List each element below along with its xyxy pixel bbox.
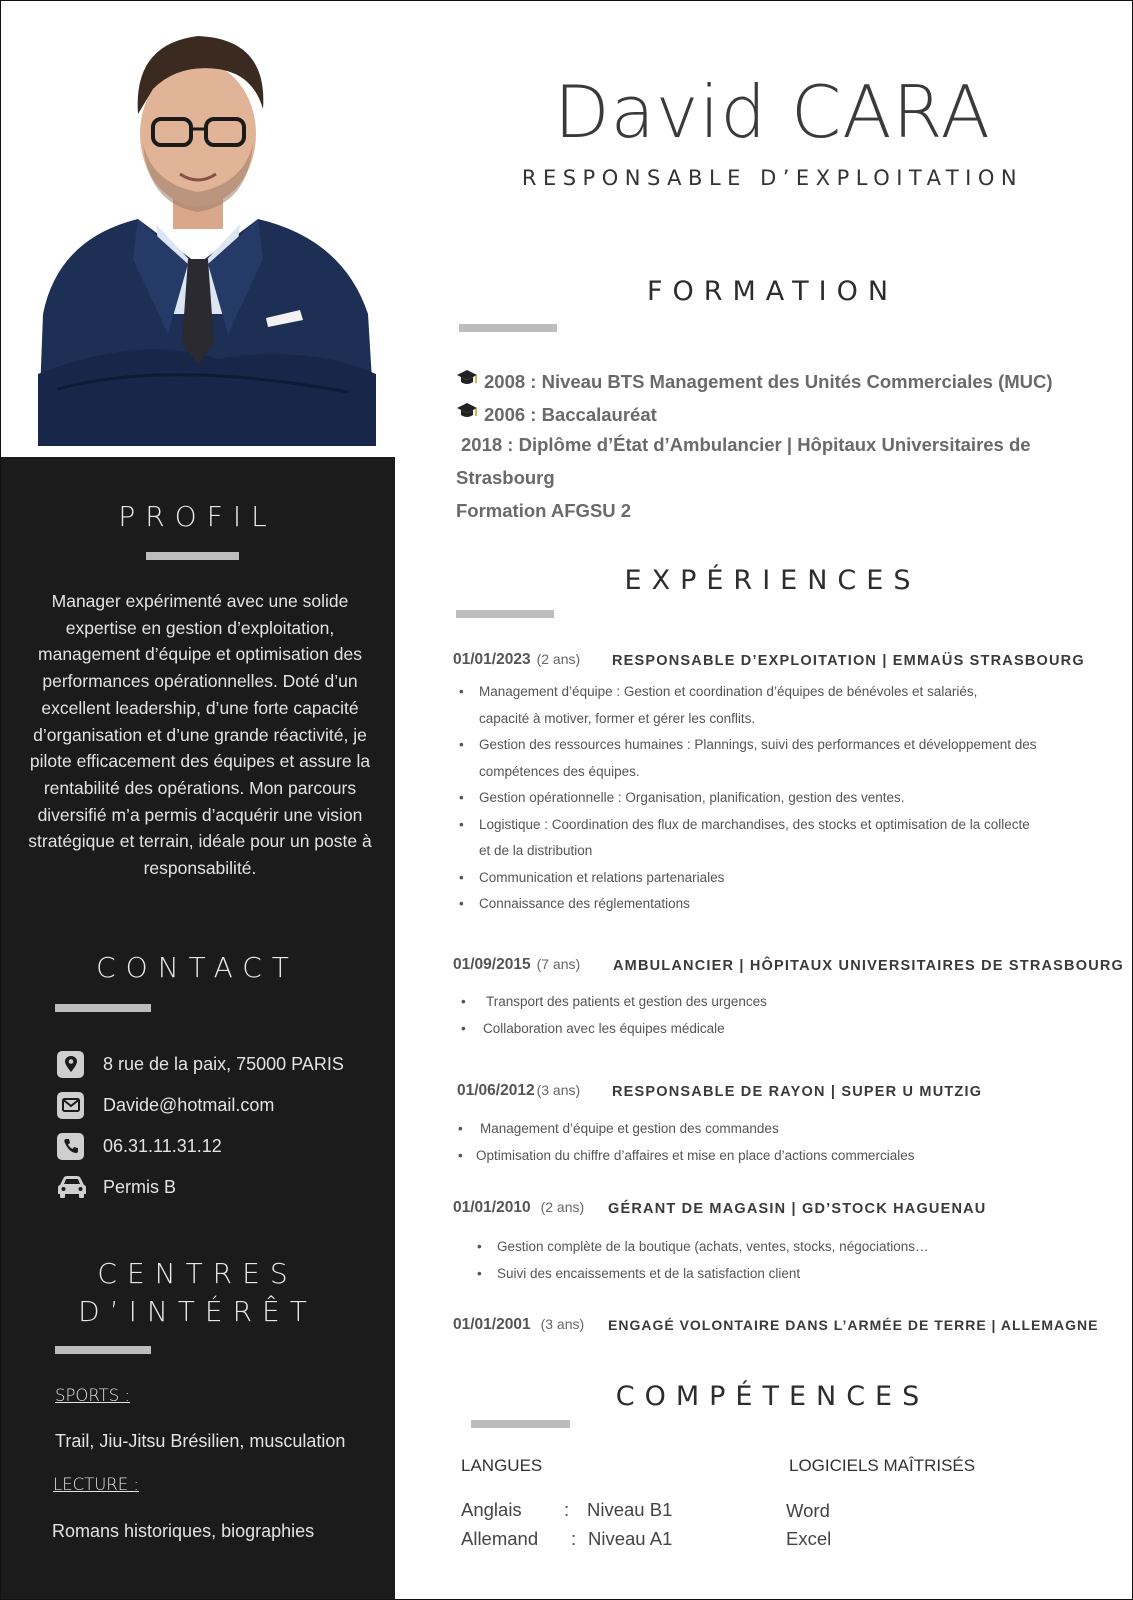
experience-date: 01/01/2010 (453, 1199, 531, 1216)
experience-date: 01/01/2023 (453, 651, 531, 668)
experience-4-bullets (472, 1234, 1092, 1287)
experience-5-date-row (453, 1316, 584, 1334)
list-item: • Gestion des ressources humaines : Plannings, suivi des performances et développement des (454, 732, 1094, 759)
language-level: Niveau A1 (588, 1528, 673, 1549)
profil-divider (146, 552, 239, 560)
formation-line-5: Formation AFGSU 2 (456, 500, 632, 521)
list-item: • Management d’équipe : Gestion et coordination d’équipes de bénévoles et salariés, (454, 679, 1094, 706)
experience-4-title: GÉRANT DE MAGASIN | GD’STOCK HAGUENAU (608, 1201, 987, 1217)
language-name: Allemand (461, 1528, 539, 1549)
list-item: • Suivi des encaissements et de la satisfaction client (472, 1261, 1092, 1288)
phone-icon (57, 1133, 84, 1160)
envelope-icon (57, 1092, 84, 1119)
experience-3-title: RESPONSABLE DE RAYON | SUPER U MUTZIG (612, 1084, 983, 1100)
list-item: • Gestion complète de la boutique (achats, ventes, stocks, négociations… (472, 1234, 1092, 1261)
contact-divider (55, 1004, 151, 1012)
map-pin-icon (57, 1051, 84, 1078)
graduation-cap-icon (456, 404, 478, 425)
experience-4-date-row (453, 1199, 584, 1217)
language-separator: : (571, 1528, 577, 1549)
list-item: • Optimisation du chiffre d’affaires et mise en place d’actions commerciales (453, 1143, 1093, 1170)
license-text: Permis B (103, 1176, 177, 1197)
experience-2-title: AMBULANCIER | HÔPITAUX UNIVERSITAIRES DE STRASBOURG (613, 958, 1125, 974)
languages-heading: LANGUES (461, 1456, 543, 1475)
profile-photo (18, 14, 378, 446)
address-text: 8 rue de la paix, 75000 PARIS (103, 1053, 344, 1074)
contact-phone[interactable] (57, 1132, 222, 1160)
experience-date: 01/06/2012 (457, 1082, 535, 1099)
reading-text: Romans historiques, biographies (52, 1521, 315, 1541)
list-item-continuation: capacité à motiver, former et gérer les conflits. (479, 710, 756, 726)
list-item-continuation: compétences des équipes. (479, 763, 640, 779)
formation-line-1: 2008 : Niveau BTS Management des Unités Commerciales (MUC) (456, 368, 1053, 393)
competences-heading: COMPÉTENCES (615, 1381, 930, 1412)
experience-2-date-row (453, 956, 580, 974)
experience-duration: (3 ans) (536, 1082, 581, 1098)
list-item: • Management d’équipe et gestion des commandes (453, 1116, 1093, 1143)
interests-heading-line1: CENTRES (97, 1257, 298, 1290)
contact-email[interactable] (57, 1091, 274, 1119)
experience-3-bullets (453, 1116, 1093, 1169)
list-item-continuation: et de la distribution (479, 843, 593, 858)
experience-2-bullets (456, 989, 1076, 1042)
formation-heading: FORMATION (646, 276, 899, 307)
experience-date: 01/09/2015 (453, 956, 531, 973)
experience-duration: (2 ans) (536, 651, 581, 667)
experience-duration: (7 ans) (536, 956, 581, 972)
list-item: • Communication et relations partenariales (454, 865, 1094, 892)
experiences-heading: EXPÉRIENCES (624, 565, 921, 596)
experiences-divider (456, 610, 554, 618)
profil-heading: PROFIL (118, 500, 277, 533)
language-level: Niveau B1 (587, 1499, 673, 1520)
interests-divider (55, 1346, 151, 1354)
experience-duration: (3 ans) (540, 1316, 585, 1332)
experience-1-title: RESPONSABLE D’EXPLOITATION | EMMAÜS STRASBOURG (612, 653, 1085, 669)
list-item: • Logistique : Coordination des flux de marchandises, des stocks et optimisation de la collecte (454, 812, 1094, 839)
experience-date: 01/01/2001 (453, 1316, 531, 1333)
list-item: • Transport des patients et gestion des urgences (456, 989, 1076, 1016)
profil-text: Manager expérimenté avec une solide expertise en gestion d’exploitation, management d’équipe et optimisation des performances opérationnelles. Doté d’un excellent leadership, d’une forte capacité d’organisation et d’une grande réactivité, je pilote efficacement des équipes et assure la rentabilité des opérations. Mon parcours diversifié m’a permis d’acquérir une vision stratégique et terrain, idéale pour un poste à responsabilité. (28, 591, 372, 879)
software-item: Word (786, 1500, 830, 1521)
experience-1-bullets (454, 679, 1094, 918)
list-item: • Connaissance des réglementations (454, 891, 1094, 918)
language-name: Anglais (461, 1499, 522, 1520)
sports-text: Trail, Jiu-Jitsu Brésilien, musculation (55, 1431, 346, 1451)
experience-3-date-row (457, 1082, 580, 1100)
experience-duration: (2 ans) (540, 1199, 585, 1215)
email-text[interactable]: Davide@hotmail.com (103, 1094, 275, 1115)
language-separator: : (564, 1499, 570, 1520)
phone-text[interactable]: 06.31.11.31.12 (103, 1135, 222, 1156)
portrait-illustration (18, 14, 378, 446)
candidate-role: RESPONSABLE D’EXPLOITATION (521, 166, 1024, 190)
graduation-cap-icon (456, 371, 478, 392)
candidate-name: David CARA (554, 70, 991, 154)
sports-label: SPORTS : (55, 1386, 131, 1405)
experience-1-date-row (453, 651, 580, 669)
competences-divider (471, 1420, 570, 1428)
formation-line-2: 2006 : Baccalauréat (456, 401, 657, 426)
list-item: • Gestion opérationnelle : Organisation, planification, gestion des ventes. (454, 785, 1094, 812)
software-heading: LOGICIELS MAÎTRISÉS (789, 1456, 976, 1475)
contact-heading: CONTACT (96, 951, 299, 984)
contact-address (57, 1050, 344, 1078)
car-icon (57, 1174, 87, 1201)
software-item: Excel (786, 1528, 832, 1549)
reading-label: LECTURE : (53, 1475, 139, 1494)
interests-heading-line2: D’INTÉRÊT (78, 1295, 317, 1328)
contact-license (57, 1173, 176, 1201)
list-item: • Collaboration avec les équipes médicale (456, 1016, 1076, 1043)
formation-line-4: Strasbourg (456, 467, 555, 488)
formation-line-3: 2018 : Diplôme d’État d’Ambulancier | Hôpitaux Universitaires de (461, 434, 1031, 455)
formation-divider (459, 324, 557, 332)
experience-5-title: ENGAGÉ VOLONTAIRE DANS L’ARMÉE DE TERRE | ALLEMAGNE (608, 1317, 1099, 1333)
